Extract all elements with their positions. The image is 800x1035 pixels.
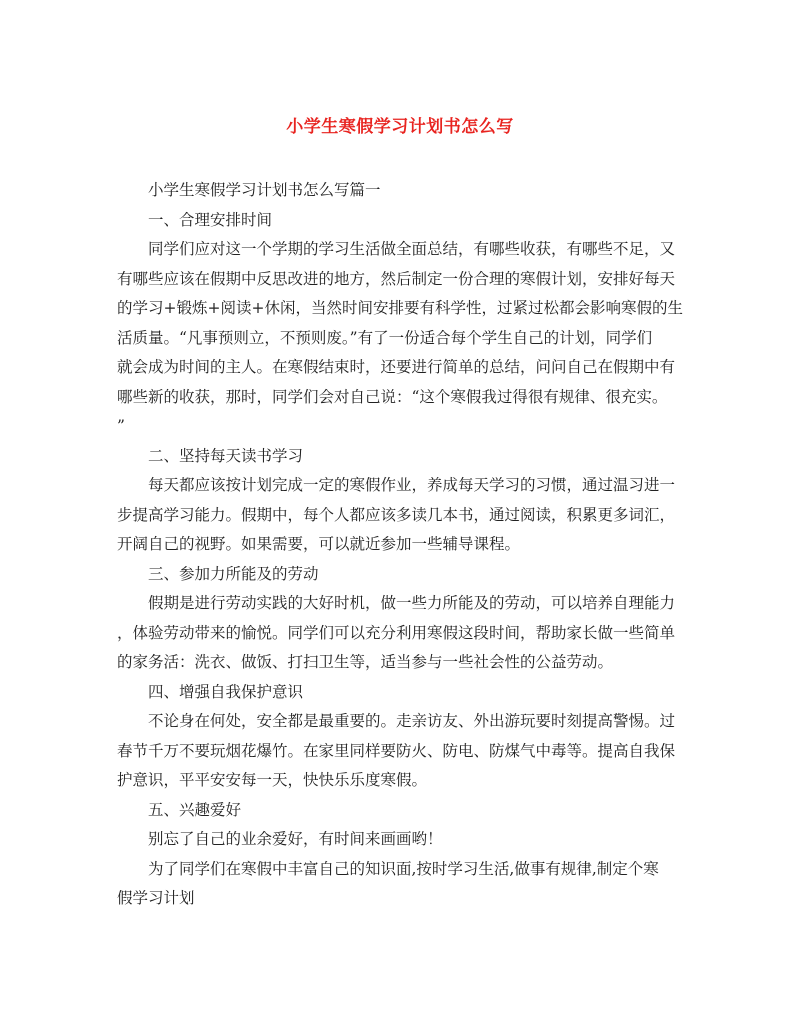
text-line: ，体验劳动带来的愉悦。同学们可以充分利用寒假这段时间，帮助家长做一些简单: [117, 623, 676, 642]
text-line: 有哪些应该在假期中反思改进的地方，然后制定一份合理的寒假计划，安排好每天: [117, 269, 676, 288]
text-line: 四、增强自我保护意识: [148, 682, 304, 701]
text-line: 的家务活：洗衣、做饭、打扫卫生等，适当参与一些社会性的公益劳动。: [117, 653, 614, 671]
text-line: 步提高学习能力。假期中，每个人都应该多读几本书，通过阅读，积累更多词汇，: [117, 505, 676, 524]
text-line: ”: [117, 417, 125, 435]
document-body: [117, 176, 685, 914]
text-line: 的学习+锻炼+阅读+休闲，当然时间安排要有科学性，过紧过松都会影响寒假的生: [117, 299, 683, 317]
text-line: 哪些新的收获，那时，同学们会对自己说：“这个寒假我过得很有规律、很充实。: [117, 387, 668, 406]
text-line: 二、坚持每天读书学习: [148, 446, 304, 465]
text-line: 开阔自己的视野。如果需要，可以就近参加一些辅导课程。: [117, 535, 521, 553]
text-line: 同学们应对这一个学期的学习生活做全面总结，有哪些收获，有哪些不足，又: [148, 240, 676, 258]
text-line: 假学习计划: [117, 889, 195, 907]
text-line: 护意识，平平安安每一天，快快乐乐度寒假。: [117, 771, 428, 789]
text-line: 五、兴趣爱好: [148, 800, 242, 819]
text-line: 春节千万不要玩烟花爆竹。在家里同样要防火、防电、防煤气中毒等。提高自我保: [117, 741, 676, 760]
text-line: 就会成为时间的主人。在寒假结束时，还要进行简单的总结，问问自己在假期中有: [117, 358, 676, 376]
text-line: 不论身在何处，安全都是最重要的。走亲访友、外出游玩要时刻提高警惕。过: [148, 712, 676, 730]
text-line: 小学生寒假学习计划书怎么写篇一: [148, 181, 381, 199]
text-line: 假期是进行劳动实践的大好时机，做一些力所能及的劳动，可以培养自理能力: [148, 594, 676, 612]
text-line: 别忘了自己的业余爱好，有时间来画画哟！: [148, 830, 443, 848]
text-line: 一、合理安排时间: [148, 210, 273, 229]
document-title: 小学生寒假学习计划书怎么写: [286, 117, 514, 137]
text-line: 为了同学们在寒假中丰富自己的知识面,按时学习生活,做事有规律,制定个寒: [148, 859, 659, 878]
text-line: 活质量。“凡事预则立，不预则废。”有了一份适合每个学生自己的计划，同学们: [117, 328, 653, 347]
text-line: 三、参加力所能及的劳动: [148, 564, 319, 583]
text-line: 每天都应该按计划完成一定的寒假作业，养成每天学习的习惯，通过温习进一: [148, 476, 676, 494]
